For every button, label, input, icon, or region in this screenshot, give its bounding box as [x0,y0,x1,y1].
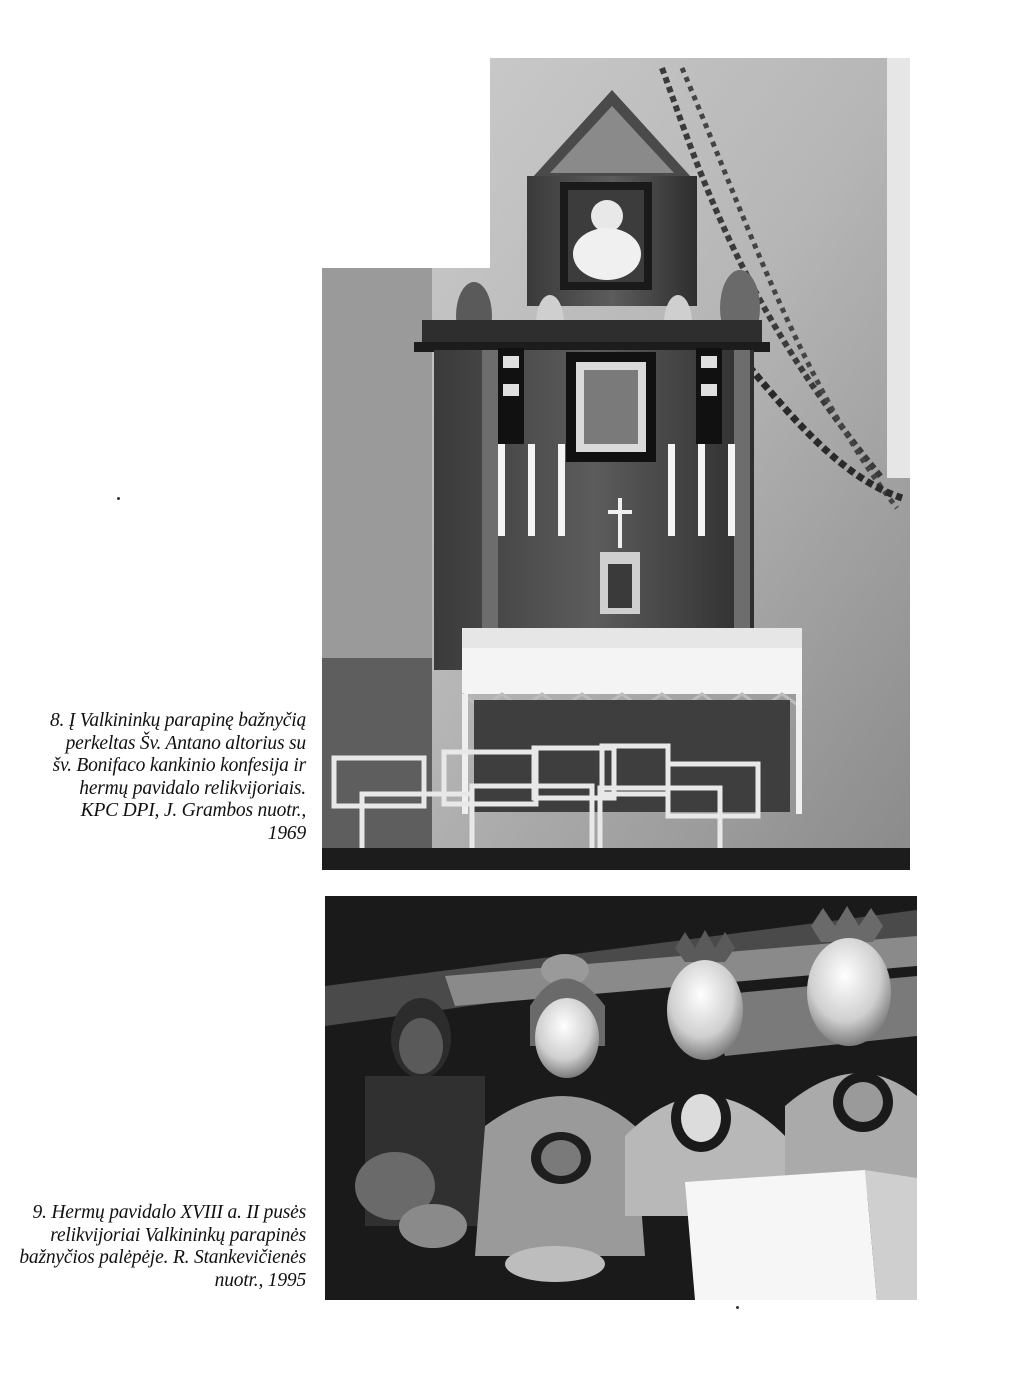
figure-9-photo [325,896,917,1300]
scan-speck [117,497,120,500]
caption-line: nuotr., 1995 [214,1269,306,1291]
caption-line: relikvijoriai Valkininkų parapinės [50,1224,306,1246]
caption-line: 8. Į Valkininkų parapinę bažnyčią [49,710,306,731]
caption-line: 9. Hermų pavidalo XVIII a. II pusės [32,1202,306,1223]
caption-line: perkeltas Šv. Antano altorius su [65,732,306,754]
figure-9-caption [19,1202,306,1292]
caption-line: hermų pavidalo relikvijoriais. [79,777,306,799]
caption-line: bažnyčios palėpėje. R. Stankevičienės [19,1247,306,1268]
caption-line: šv. Bonifaco kankinio konfesija ir [52,755,306,776]
caption-line: 1969 [267,822,306,844]
caption-line: KPC DPI, J. Grambos nuotr., [80,800,306,821]
figure-8-caption [50,710,306,845]
figure-8-photo [322,58,910,870]
scan-speck [736,1306,739,1309]
